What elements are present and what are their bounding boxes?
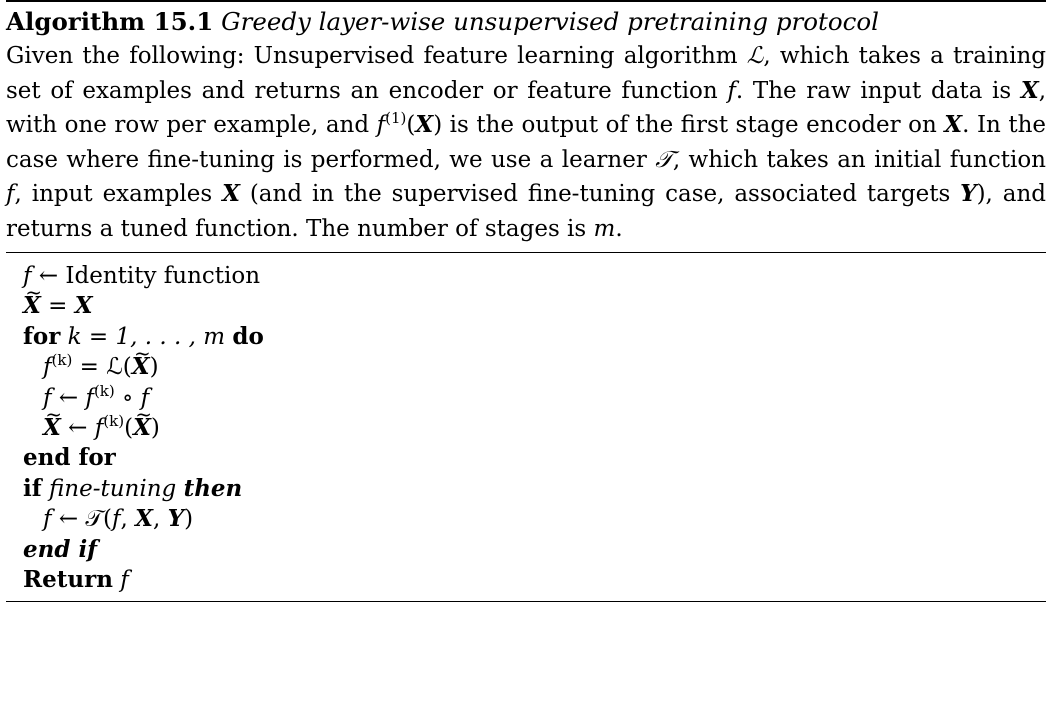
step-text: ← (60, 415, 95, 442)
top-rule (6, 0, 1046, 2)
step-math: (k) (93, 381, 115, 400)
algorithm-steps (6, 253, 1046, 601)
keyword-for: for (23, 322, 61, 350)
desc-text: . The raw input data is (735, 77, 1021, 104)
step-math: f (43, 354, 52, 381)
step-2 (6, 291, 1046, 321)
step-math: f (43, 384, 52, 411)
step-text: ← 𝒯( (51, 506, 113, 533)
algorithm-title (6, 5, 1046, 39)
step-3 (6, 322, 1046, 352)
desc-math: m (593, 215, 616, 242)
desc-text: , input examples (14, 181, 223, 207)
desc-text: . (615, 215, 623, 242)
step-math: f (140, 384, 150, 411)
keyword-end-if: end if (23, 535, 98, 563)
bottom-rule (6, 601, 1046, 602)
step-7 (6, 443, 1046, 473)
step-text: ) (149, 354, 159, 381)
desc-math: X (222, 180, 240, 207)
desc-math: X (415, 111, 434, 138)
keyword-then: then (183, 474, 243, 502)
step-4 (6, 352, 1046, 382)
step-math: X (135, 505, 154, 533)
desc-text: . In the case where fine-tuning is performed, we use a learner (6, 112, 1047, 173)
step-math: f (43, 506, 52, 533)
step-math: ~ X (43, 413, 61, 443)
step-text: ← (51, 384, 86, 411)
algorithm-description (6, 39, 1046, 246)
step-text: ∘ (114, 384, 141, 411)
desc-text: Given the following: Unsupervised feature learning algorithm (6, 43, 747, 69)
step-math: X (74, 292, 93, 320)
desc-math: ℒ (746, 43, 764, 69)
algorithm-label: Algorithm 15.1 (6, 7, 214, 36)
step-8 (6, 474, 1046, 504)
keyword-end-for: end for (23, 444, 116, 472)
step-6 (6, 413, 1046, 443)
step-text: , (120, 506, 136, 533)
desc-math: X (1020, 76, 1039, 104)
step-math: ~ X (133, 413, 151, 443)
desc-math: f (376, 112, 386, 138)
algorithm-block (6, 0, 1046, 602)
desc-text: ), and returns a tuned function. The number of stages is (6, 181, 1047, 242)
step-10 (6, 535, 1046, 565)
desc-math: f (727, 77, 736, 104)
desc-text: , which takes an initial function (672, 146, 1046, 173)
desc-text: , with one row per example, and (6, 77, 1046, 138)
condition-text: fine-tuning (48, 475, 177, 502)
step-math: f (112, 506, 121, 533)
keyword-do: do (232, 322, 264, 350)
step-math: ~ X (132, 352, 150, 382)
desc-text: ( (406, 112, 416, 138)
desc-text: , which takes a training set of examples and returns an encoder or feature function (6, 43, 1046, 104)
desc-math: Y (960, 180, 977, 207)
step-math: ~ X (23, 291, 41, 321)
step-text: = (40, 293, 75, 320)
step-math: k = 1, . . . , m (60, 323, 233, 350)
step-text: = ℒ( (72, 354, 132, 381)
step-11 (6, 565, 1046, 595)
step-math: (k) (51, 351, 73, 370)
step-text: ) (184, 506, 194, 533)
step-9 (6, 504, 1046, 534)
step-text: ( (124, 415, 134, 442)
step-text: , (153, 506, 168, 533)
step-text: ← Identity function (31, 263, 261, 289)
step-math: f (85, 384, 94, 411)
step-text: ) (150, 415, 160, 442)
step-math: Y (167, 505, 185, 533)
step-math: (k) (103, 412, 125, 431)
desc-math: 𝒯 (655, 146, 673, 173)
keyword-return: Return (23, 566, 113, 594)
step-math: f (120, 567, 129, 594)
step-math: f (94, 415, 104, 442)
step-1 (6, 261, 1046, 291)
desc-math: f (6, 181, 15, 207)
desc-math: X (944, 111, 963, 138)
step-math: f (23, 263, 32, 289)
desc-math: (1) (385, 109, 407, 127)
algorithm-subtitle: Greedy layer-wise unsupervised pretraining protocol (221, 7, 879, 36)
desc-text: ) is the output of the first stage encoder on (433, 112, 945, 138)
keyword-if: if (23, 474, 42, 502)
step-5 (6, 383, 1046, 413)
desc-text: (and in the supervised fine-tuning case, associated targets (239, 181, 961, 207)
